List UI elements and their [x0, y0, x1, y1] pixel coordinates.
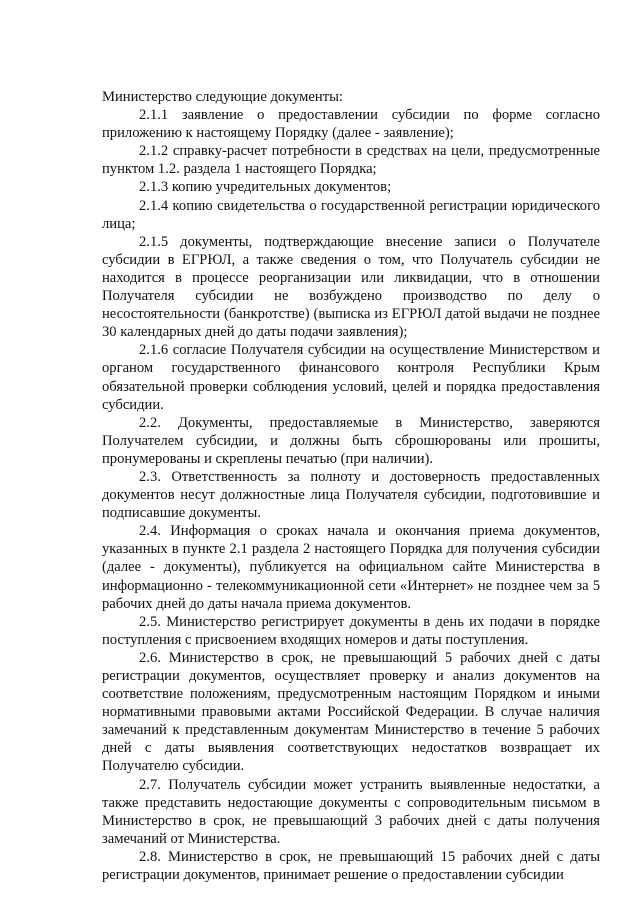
paragraph-2-2: 2.2. Документы, предоставляемые в Министерство, заверяются Получателем субсидии, и должны быть сброшюрованы или прошиты, пронумерованы и скреплены печатью (при наличии).: [102, 414, 600, 467]
paragraph-intro: Министерство следующие документы:: [102, 89, 343, 105]
paragraph-2-7: 2.7. Получатель субсидии может устранить выявленные недостатки, а также представить недостающие документы с сопроводительным письмом в Министерство в срок, не превышающий 3 рабочих дней с даты получения замечаний от Министерства.: [102, 776, 600, 847]
paragraph-2-6: 2.6. Министерство в срок, не превышающий 5 рабочих дней с даты регистрации документов, осуществляет проверку и анализ документов на соответствие положениям, предусмотренным настоящим Порядком и иными нормативными правовыми актами Российской Федерации. В случае наличия замечаний к представленным документам Министерство в течение 5 рабочих дней с даты выявления соответствующих недостатков возвращает их Получателю субсидии.: [102, 649, 600, 775]
paragraph-2-5: 2.5. Министерство регистрирует документы в день их подачи в порядке поступления с присвоением входящих номеров и даты поступления.: [102, 613, 600, 648]
paragraph-2-3: 2.3. Ответственность за полноту и достоверность предоставленных документов несут должностные лица Получателя субсидии, подготовившие и подписавшие документы.: [102, 468, 600, 522]
paragraph-2-1-4: 2.1.4 копию свидетельства о государственной регистрации юридического лица;: [102, 197, 600, 232]
document-page: [102, 88, 600, 884]
paragraph-2-1-3: 2.1.3 копию учредительных документов;: [139, 179, 392, 196]
paragraph-2-1-5: 2.1.5 документы, подтверждающие внесение записи о Получателе субсидии в ЕГРЮЛ, а также сведения о том, что Получатель субсидии не находится в процессе реорганизации или ликвидации, что в отношении Получателя субсидии не возбуждено производство по делу о несостоятельности (банкротстве) (выписка из ЕГРЮЛ датой выдачи не позднее 30 календарных дней до даты подачи заявления);: [102, 233, 600, 341]
paragraph-2-1-6: 2.1.6 согласие Получателя субсидии на осуществление Министерством и органом государственного финансового контроля Республики Крым обязательной проверки соблюдения условий, целей и порядка предоставления субсидии.: [102, 342, 600, 413]
paragraph-2-1-1: 2.1.1 заявление о предоставлении субсидии по форме согласно приложению к настоящему Порядку (далее - заявление);: [102, 107, 600, 142]
paragraph-2-8: 2.8. Министерство в срок, не превышающий 15 рабочих дней с даты регистрации документов, принимает решение о предоставлении субсидии: [102, 848, 600, 884]
paragraph-2-4: 2.4. Информация о сроках начала и окончания приема документов, указанных в пункте 2.1 раздела 2 настоящего Порядка для получения субсидии (далее - документы), публикуется на официальном сайте Министерства в информационно - телекоммуникационной сети «Интернет» не позднее чем за 5 рабочих дней до даты начала приема документов.: [102, 523, 600, 612]
paragraph-2-1-2: 2.1.2 справку-расчет потребности в средствах на цели, предусмотренные пунктом 1.2. раздела 1 настоящего Порядка;: [102, 143, 600, 178]
